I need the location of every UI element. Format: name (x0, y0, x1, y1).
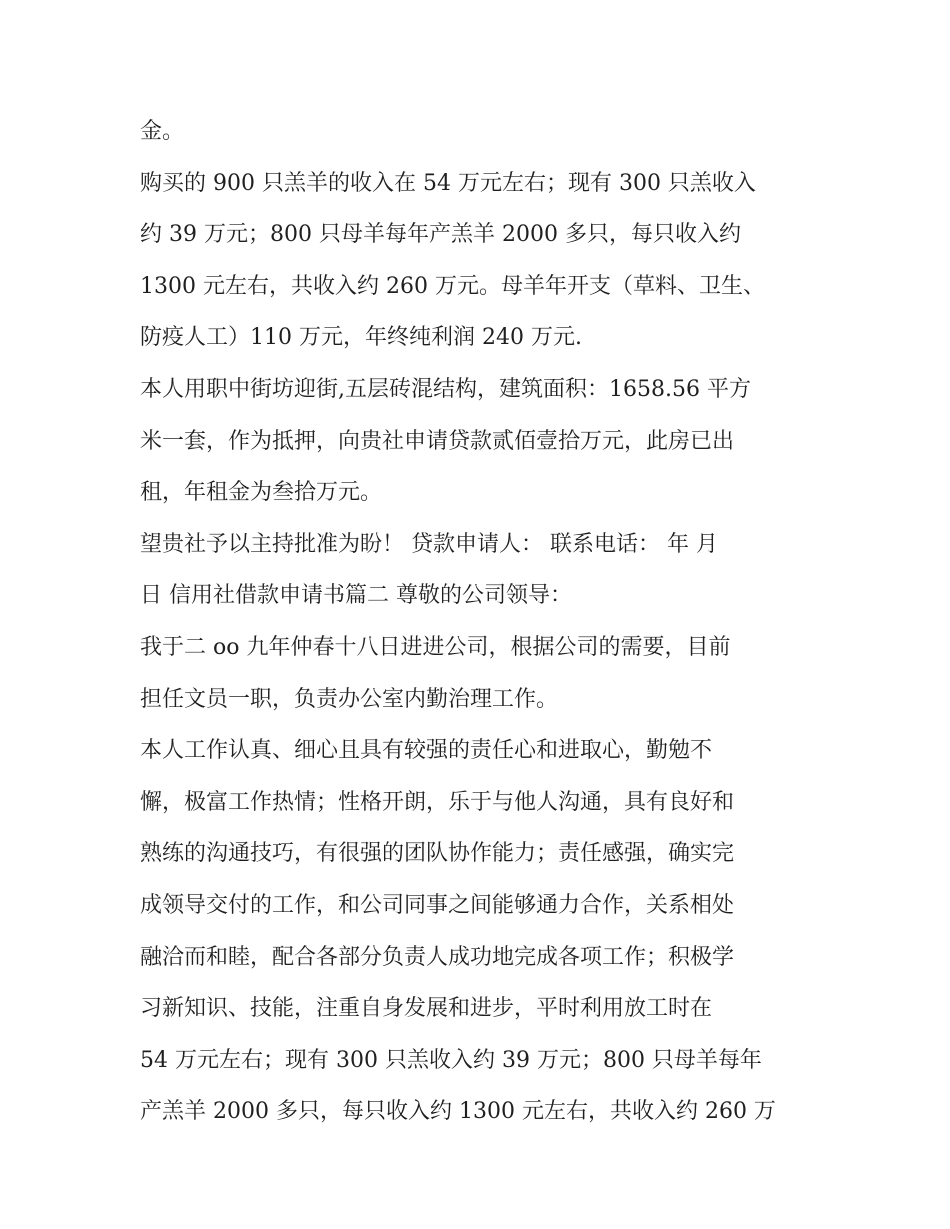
text-line-6: 本人用职中街坊迎街,五层砖混结构，建筑面积：1658.56 平方 (140, 376, 751, 402)
text-line-13: 本人工作认真、细心且具有较强的责任心和进取心，勤勉不 (140, 738, 713, 764)
text-line-16: 成领导交付的工作，和公司同事之间能够通力合作，关系相处 (140, 892, 735, 918)
text-line-18: 习新知识、技能，注重自身发展和进步，平时利用放工时在 (140, 996, 713, 1022)
text-line-9: 望贵社予以主持批准为盼！ 贷款申请人： 联系电话： 年 月 (140, 531, 718, 557)
text-line-20: 产羔羊 2000 多只，每只收入约 1300 元左右，共收入约 260 万 (140, 1099, 776, 1125)
text-line-15: 熟练的沟通技巧，有很强的团队协作能力；责任感强，确实完 (140, 841, 735, 867)
text-line-10: 日 信用社借款申请书篇二 尊敬的公司领导： (140, 583, 572, 609)
text-line-1: 金。 (140, 119, 185, 144)
text-line-12: 担任文员一职，负责办公室内勤治理工作。 (140, 686, 559, 712)
text-line-11: 我于二 oo 九年仲春十八日进进公司，根据公司的需要，目前 (140, 634, 731, 660)
text-line-5: 防疫人工）110 万元，年终纯利润 240 万元. (140, 325, 582, 351)
document-body (140, 106, 820, 1138)
text-line-14: 懈，极富工作热情；性格开朗，乐于与他人沟通，具有良好和 (140, 789, 735, 815)
text-line-2: 购买的 900 只羔羊的收入在 54 万元左右；现有 300 只羔收入 (140, 170, 756, 196)
text-line-19: 54 万元左右；现有 300 只羔收入约 39 万元；800 只母羊每年 (140, 1047, 762, 1073)
text-line-8: 租，年租金为叁拾万元。 (140, 480, 383, 506)
text-line-17: 融洽而和睦，配合各部分负责人成功地完成各项工作；积极学 (140, 944, 735, 970)
text-line-4: 1300 元左右，共收入约 260 万元。母羊年开支（草料、卫生、 (140, 273, 765, 299)
text-line-3: 约 39 万元；800 只母羊每年产羔羊 2000 多只，每只收入约 (140, 222, 741, 248)
text-line-7: 米一套，作为抵押，向贵社申请贷款贰佰壹拾万元，此房已出 (140, 428, 735, 454)
